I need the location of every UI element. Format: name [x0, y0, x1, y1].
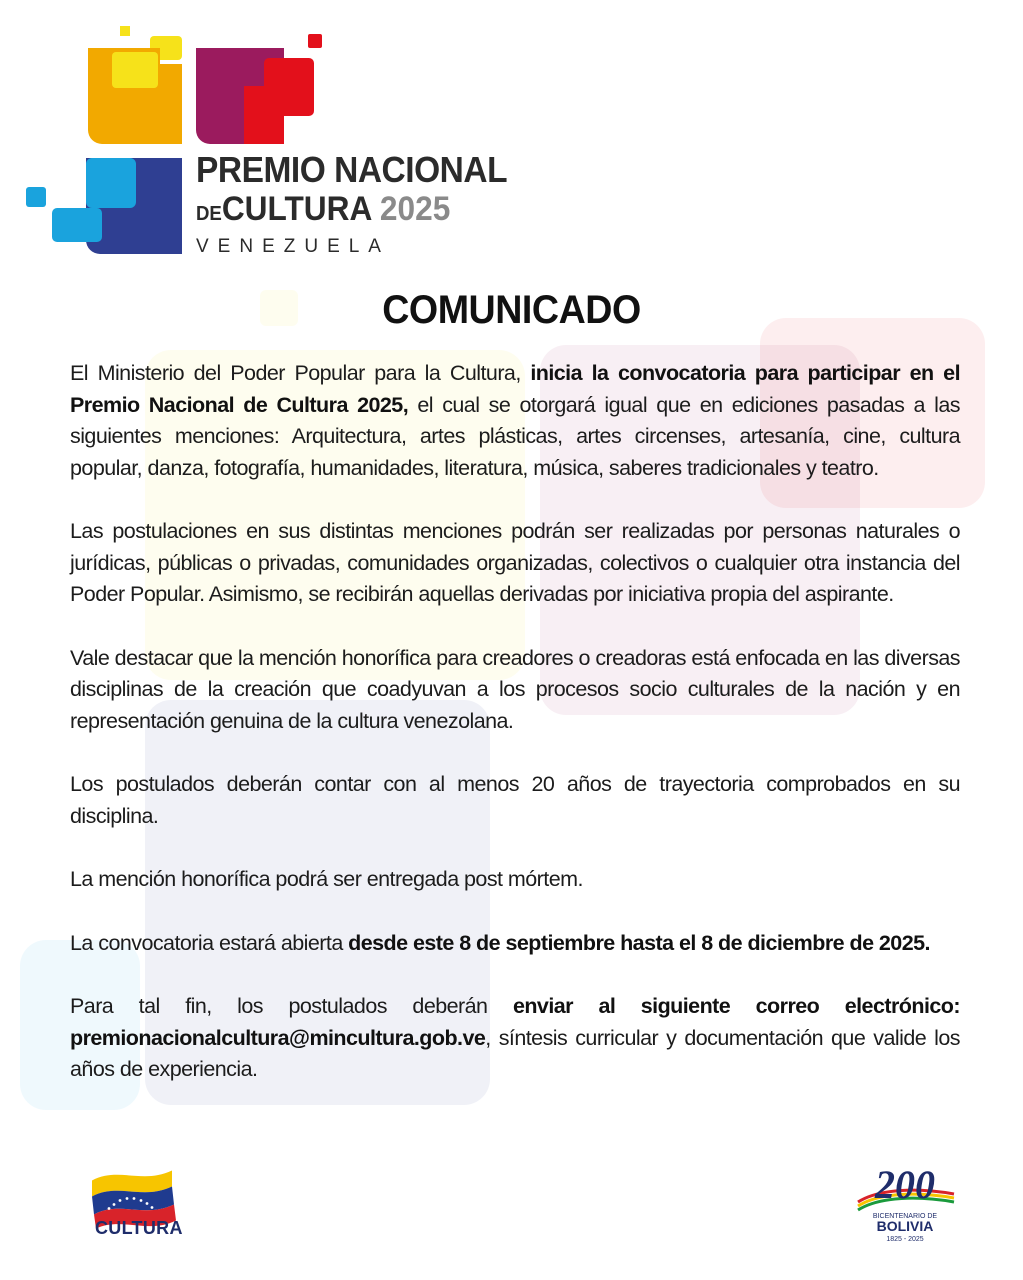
logo-line1: PREMIO NACIONAL	[196, 149, 508, 190]
bicentenario-number: 200	[875, 1162, 935, 1207]
paragraph-1	[70, 358, 960, 484]
logo-line2-year: 2025	[379, 190, 451, 228]
paragraph-2: Las postulaciones en sus distintas menciones podrán ser realizadas por personas naturales o jurídicas, públicas o privadas, comunidades organizadas, colectivos o cualquier otra instancia del Poder Popular. Asimismo, se recibirán aquellas derivadas por iniciativa propia del aspirante.	[70, 519, 960, 606]
paragraph-5: La mención honorífica podrá ser entregada post mórtem.	[70, 867, 583, 891]
p7-email-bold: enviar al siguiente correo electrónico: premionacionalcultura@mincultura.gob.ve	[70, 994, 960, 1050]
paragraph-6	[70, 928, 960, 960]
bicentenario-bolivia-logo-icon	[850, 1158, 960, 1248]
p1-text-c: el cual se otorgará igual que en ediciones pasadas a las siguientes menciones: Arquitectura, artes plásticas, artes circenses, artesanía, cine, cultura popular, danza, fotografía, humanidades, literatura, música, saberes tradicionales y teatro.	[70, 392, 960, 480]
p7-text-c: , síntesis curricular y documentación que valide los años de experiencia.	[70, 1025, 960, 1081]
logo-line3: VENEZUELA	[196, 236, 390, 257]
logo-line2	[196, 190, 507, 233]
bicentenario-line2: BOLIVIA	[876, 1218, 934, 1234]
bicentenario-line3: 1825 - 2025	[886, 1236, 924, 1243]
p7-text-a: Para tal fin, los postulados deberán	[70, 994, 513, 1018]
logo-line2-main: CULTURA	[221, 190, 372, 228]
communique-body	[70, 358, 960, 1118]
p6-text-a: La convocatoria estará abierta	[70, 930, 349, 955]
cultura-label: CULTURA	[95, 1218, 183, 1238]
logo-wordmark	[196, 150, 531, 261]
page-title: COMUNICADO	[382, 288, 641, 332]
p1-text-a: El Ministerio del Poder Popular para la Cultura,	[70, 361, 531, 385]
p1-text-bold: inicia la convocatoria para participar en el Premio Nacional de Cultura 2025,	[70, 361, 960, 417]
paragraph-7	[70, 991, 960, 1086]
paragraph-3: Vale destacar que la mención honorífica para creadores o creadoras está enfocada en las diversas disciplinas de la creación que coadyuvan a los procesos socio culturales de la nación y en representación genuina de la cultura venezolana.	[70, 645, 960, 733]
bicentenario-line1: BICENTENARIO DE	[872, 1213, 938, 1220]
paragraph-4: Los postulados deberán contar con al menos 20 años de trayectoria comprobados en su disciplina.	[70, 772, 960, 828]
logo-line2-prefix: DE	[196, 203, 222, 225]
p6-text-bold: desde este 8 de septiembre hasta el 8 de diciembre de 2025.	[348, 930, 930, 955]
